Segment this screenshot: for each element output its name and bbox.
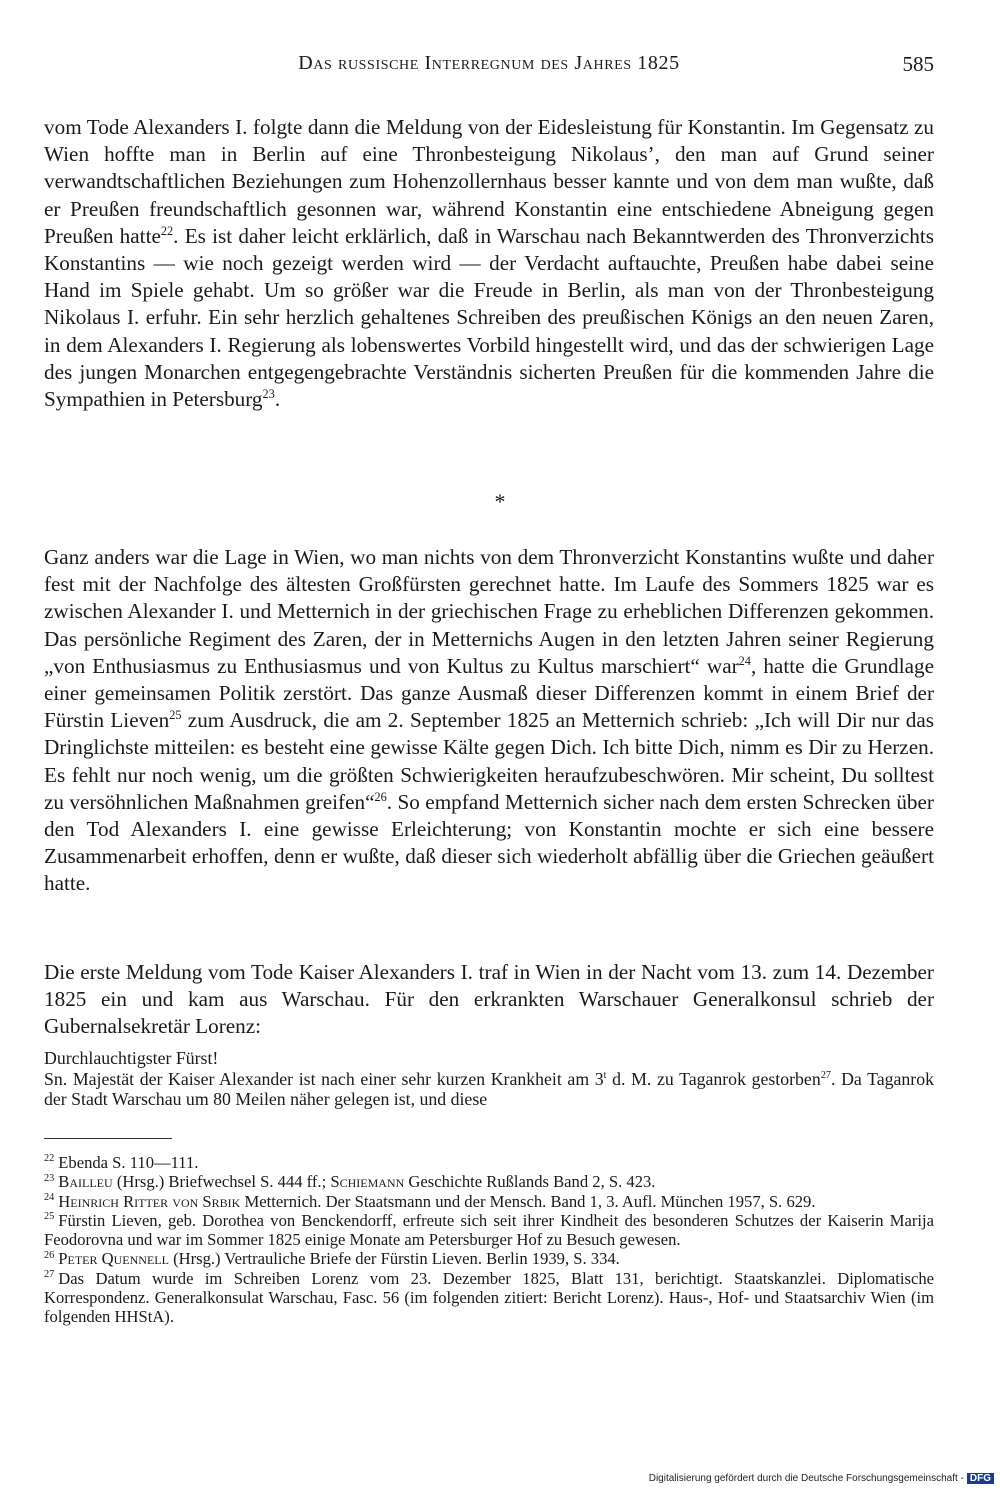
paragraph-1: [44, 114, 934, 413]
paragraph-2-text-c: zum Ausdruck, die am 2. September 1825 an Metternich schrieb: „Ich will Dir nur das Dringlichste mitteilen: es besteht eine gewisse Kälte gegen Dich. Ich bitte Dich, nimm es Dir zu Herzen. Es fehlt nur noch wenig, um die größten Schwierigkeiten heraufzubeschwören. Mir scheint, Du solltest zu versöhnlichen Maßnahmen greifen“: [44, 708, 934, 814]
footnote-ref-23: 23: [262, 386, 275, 401]
paragraph-2-text-b: , hatte die Grundlage einer gemeinsamen Politik zerstört. Das ganze Ausmaß dieser Differenzen kommt in einem Brief der Fürstin Lieven: [44, 653, 934, 733]
footnote-ref-27: 27: [820, 1069, 832, 1081]
paragraph-2-text-d: . So empfand Metternich sicher nach dem ersten Schrecken über den Tod Alexanders I. eine gewisse Erleichterung; von Konstantin mochte er sich eine bessere Zusammenarbeit erhoffen, denn er wußte, daß dieser sich wiederholt abfällig über die Griechen geäußert hatte.: [44, 789, 934, 896]
footnote-text: (Hrsg.) Briefwechsel S. 444 ff.;: [112, 1172, 331, 1192]
footnote-27: [44, 1269, 934, 1327]
footnote-text: (Hrsg.) Vertrauliche Briefe der Fürstin Lieven. Berlin 1939, S. 334.: [168, 1249, 620, 1269]
footnote-text: Das Datum wurde im Schreiben Lorenz vom 23. Dezember 1825, Blatt 131, berichtigt. Staatskanzlei. Diplomatische Korrespondenz. Generalkonsulat Warschau, Fasc. 56 (im folgenden zitiert: Bericht Lorenz). Haus-, Hof- und Staatsarchiv Wien (im folgenden HHStA).: [44, 1268, 934, 1327]
footnote-author: Heinrich Ritter von Srbik: [58, 1191, 241, 1211]
letter-text-c: . Da Taganrok der Stadt Warschau um 80 Meilen näher gelegen ist, und diese: [44, 1068, 935, 1109]
footnote-22: [44, 1153, 934, 1172]
quoted-letter: [44, 1048, 934, 1110]
footnote-ref-22: 22: [160, 223, 174, 238]
footnote-number: 27: [44, 1269, 55, 1281]
running-title: Das russische Interregnum des Jahres 1825: [298, 52, 680, 74]
paragraph-1-text-a: vom Tode Alexanders I. folgte dann die Meldung von der Eidesleistung für Konstantin. Im Gegensatz zu Wien hoffte man in Berlin auf eine Thronbesteigung Nikolaus’, den man auf Grund seiner verwandtschaftlichen Beziehungen zum Hohenzollernhaus besser kannte und von dem man wußte, daß er Preußen freundschaftlich gesonnen war, während Konstantin eine entschiedene Abneigung gegen Preußen hatte: [44, 115, 934, 248]
paragraph-1-text-b: . Es ist daher leicht erklärlich, daß in Warschau nach Bekanntwerden des Thronverzichts Konstantins — wie noch gezeigt werden wird — der Verdacht auftauchte, Preußen habe dabei seine Hand im Spiele gehabt. Um so größer war die Freude in Berlin, als man von der Thronbesteigung Nikolaus I. erfuhr. Ein sehr herzlich gehaltenes Schreiben des preußischen Königs an den neuen Zaren, in dem Alexanders I. Regierung als lobenswertes Vorbild hingestellt wird, und das der schwierigen Lage des jungen Monarchen entgegengebrachte Verständnis sicherten Preußen für die kommenden Jahre die Sympathien in Petersburg: [44, 223, 934, 412]
letter-superscript: t: [603, 1069, 607, 1081]
footnote-number: 26: [44, 1249, 55, 1261]
credit-text: Digitalisierung gefördert durch die Deutsche Forschungsgemeinschaft -: [648, 1473, 964, 1484]
footnote-text: Geschichte Rußlands Band 2, S. 423.: [404, 1172, 656, 1192]
digitization-credit: [649, 1473, 994, 1484]
footnote-ref-25: 25: [169, 708, 182, 723]
paragraph-3: [44, 959, 934, 1041]
footnotes: [44, 1153, 934, 1327]
footnote-number: 24: [44, 1192, 55, 1204]
footnote-text: Metternich. Der Staatsmann und der Mensch. Band 1, 3. Aufl. München 1957, S. 629.: [240, 1191, 816, 1211]
letter-text-a: Sn. Majestät der Kaiser Alexander ist nach einer sehr kurzen Krankheit am 3: [44, 1068, 604, 1089]
footnote-author: Bailleu: [58, 1172, 113, 1192]
dfg-logo: DFG: [967, 1473, 994, 1484]
footnote-text: Ebenda S. 110—111.: [58, 1153, 199, 1172]
footnote-ref-26: 26: [374, 789, 387, 804]
footnote-number: 22: [44, 1153, 55, 1165]
footnote-26: [44, 1249, 934, 1268]
footnote-ref-24: 24: [738, 653, 751, 668]
footnote-25: [44, 1211, 934, 1250]
paragraph-2: [44, 544, 934, 898]
footnote-23: [44, 1172, 934, 1191]
footnote-number: 23: [44, 1172, 55, 1184]
page-number: 585: [902, 52, 934, 76]
letter-text-b: d. M. zu Taganrok gestorben: [606, 1068, 821, 1089]
footnote-number: 25: [44, 1211, 55, 1223]
footnote-24: [44, 1192, 934, 1211]
footnote-rule: [44, 1138, 172, 1139]
paragraph-3-text: Die erste Meldung vom Tode Kaiser Alexanders I. traf in Wien in der Nacht vom 13. zum 14. Dezember 1825 ein und kam aus Warschau. Für den erkrankten Warschauer Generalkonsul schrieb der Gubernalsekretär Lorenz:: [44, 960, 934, 1039]
footnote-author: Schiemann: [330, 1172, 405, 1192]
paragraph-1-text-c: .: [274, 387, 281, 412]
letter-salutation: Durchlauchtigster Fürst!: [44, 1048, 219, 1068]
section-separator: *: [494, 489, 506, 514]
paragraph-2-text-a: Ganz anders war die Lage in Wien, wo man nichts von dem Thronverzicht Konstantins wußte und daher fest mit der Nachfolge des ältesten Großfürsten gerechnet hatte. Im Laufe des Sommers 1825 war es zwischen Alexander I. und Metternich in der griechischen Frage zu erheblichen Differenzen gekommen. Das persönliche Regiment des Zaren, der in Metternichs Augen in den letzten Jahren seiner Regierung „von Enthusiasmus zu Enthusiasmus und von Kultus zu Kultus marschiert“ war: [44, 545, 934, 678]
footnote-text: Fürstin Lieven, geb. Dorothea von Benckendorff, erfreute sich seit ihrer Kindheit des besonderen Schutzes der Kaiserin Marija Feodorovna und war im Sommer 1825 einige Monate am Petersburger Hof zu Besuch gewesen.: [44, 1210, 934, 1250]
footnote-author: Peter Quennell: [58, 1249, 169, 1269]
page-header: [44, 52, 934, 82]
